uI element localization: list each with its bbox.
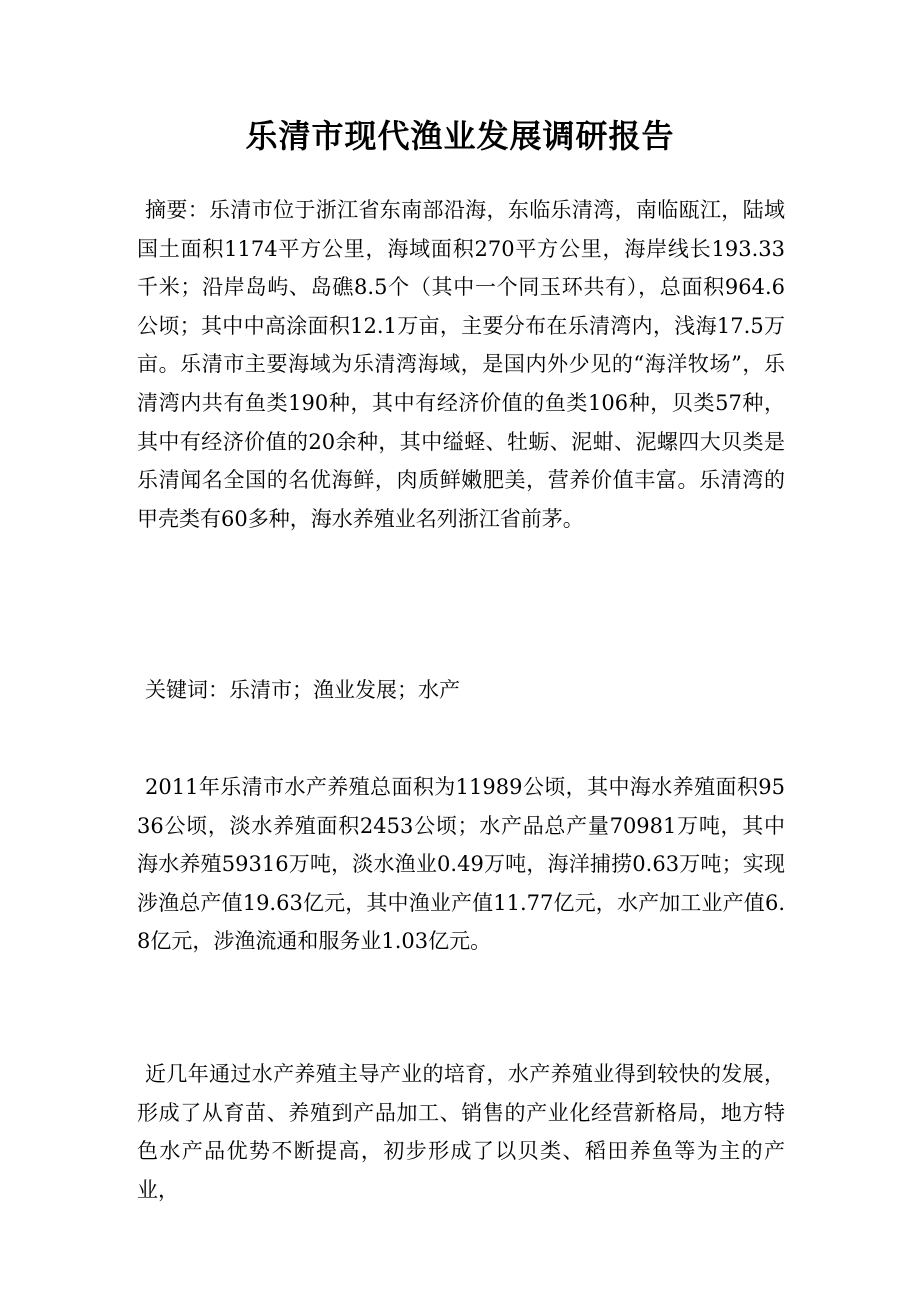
abstract-paragraph: 摘要：乐清市位于浙江省东南部沿海，东临乐清湾，南临瓯江，陆域国土面积1174平方公里，海域面积270平方公里，海岸线长193.33千米；沿岸岛屿、岛礁8.5个（其中一个同玉环共有），总面积964.6公顷；其中中高涂面积12.1万亩，主要分布在乐清湾内，浅海17.5万亩。乐清市主要海域为乐清湾海域，是国内外少见的“海洋牧场”，乐清湾内共有鱼类190种，其中有经济价值的鱼类106种，贝类57种，其中有经济价值的20余种，其中缢蛏、牡蛎、泥蚶、泥螺四大贝类是乐清闻名全国的名优海鲜，肉质鲜嫩肥美，营养价值丰富。乐清湾的甲壳类有60多种，海水养殖业名列浙江省前茅。 [137,198,785,531]
document-title: 乐清市现代渔业发展调研报告 [245,117,675,155]
keywords-paragraph: 关键词：乐清市；渔业发展；水产 [145,678,460,702]
development-paragraph: 近几年通过水产养殖主导产业的培育，水产养殖业得到较快的发展，形成了从育苗、养殖到产品加工、销售的产业化经营新格局，地方特色水产品优势不断提高，初步形成了以贝类、稻田养鱼等为主的产业， [137,1062,785,1202]
statistics-paragraph: 2011年乐清市水产养殖总面积为11989公顷，其中海水养殖面积9536公顷，淡水养殖面积2453公顷；水产品总产量70981万吨，其中海水养殖59316万吨，淡水渔业0.49万吨，海洋捕捞0.63万吨；实现涉渔总产值19.63亿元，其中渔业产值11.77亿元，水产加工业产值6.8亿元，涉渔流通和服务业1.03亿元。 [137,775,785,954]
